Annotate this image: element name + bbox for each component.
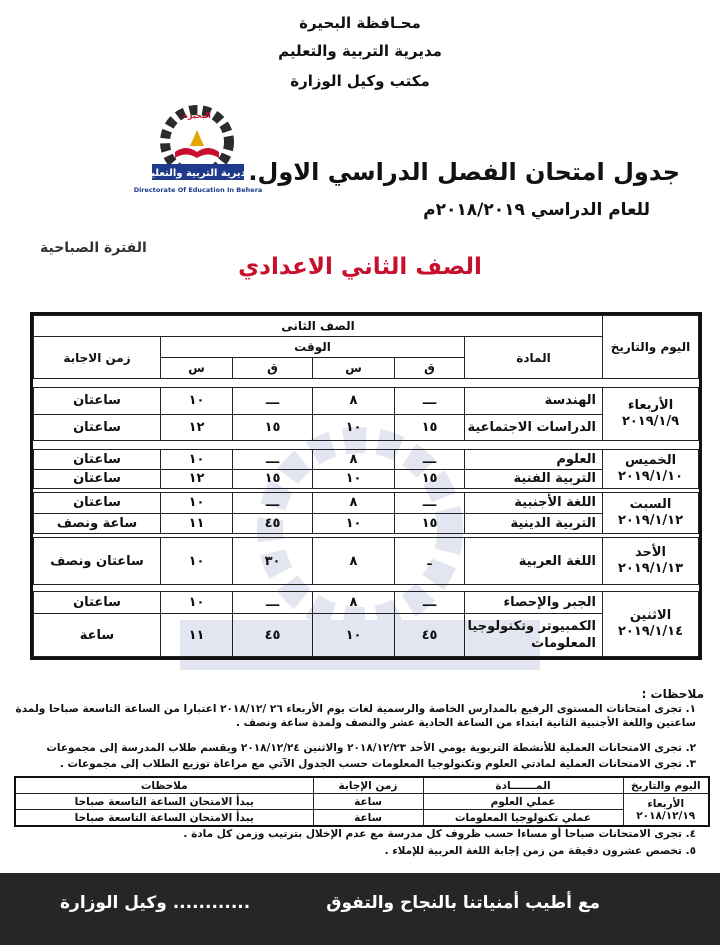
col-duration: زمن الاجابة [34,337,161,379]
col-day-date: اليوم والتاريخ [603,316,699,379]
from-s: ١٠ [313,414,395,441]
from-s: ١٠ [313,513,395,534]
from-s: ٨ [313,388,395,415]
to-q: ـــ [233,388,313,415]
subject-cell: اللغة الأجنبية [465,493,603,514]
from-s: ١٠ [313,614,395,657]
note-3: ٣. تجرى الامتحانات العملية لمادتي العلوم وتكنولوجيا المعلومات حسب الجدول الآتي مع مراعاة توزيع الطلاب إلى مجموعات . [59,758,696,770]
directorate-logo [130,100,265,200]
from-q: ـــ [395,592,465,614]
duration: ساعتان [34,414,161,441]
from-q: ٤٥ [395,614,465,657]
practical-subject: عملي العلوم [423,794,623,810]
from-q: ـــ [395,493,465,514]
practical-duration: ساعة [313,794,423,810]
col-from-s: س [313,358,395,379]
to-s: ١١ [161,513,233,534]
footer-wish: مع أطيب أمنياتنا بالنجاح والتفوق [326,893,600,913]
logo-top-text: البحيرة [183,111,211,120]
practical-col-remarks: ملاحظات [15,777,313,794]
from-q: ١٥ [395,469,465,489]
practical-remark: يبدأ الامتحان الساعة التاسعة صباحا [15,794,313,810]
subject-cell: التربية الدينية [465,513,603,534]
note-4: ٤. تجرى الامتحانات صباحا أو مساءا حسب ظروف كل مدرسة مع عدم الإخلال بترتيب وزمن كل مادة . [183,828,696,840]
to-q: ـــ [233,450,313,470]
subject-cell: الهندسة [465,388,603,415]
practical-col-duration: زمن الإجابة [313,777,423,794]
to-q: ـــ [233,592,313,614]
to-q: ٤٥ [233,513,313,534]
from-s: ١٠ [313,469,395,489]
duration: ساعتان [34,493,161,514]
header-governorate: محـافظة البحيرة [299,14,421,32]
to-s: ١٠ [161,493,233,514]
to-s: ١٢ [161,469,233,489]
from-q: ـــ [395,450,465,470]
col-to-s: س [161,358,233,379]
to-q: ٣٠ [233,538,313,585]
note-2: ٢. تجرى الامتحانات العملية للأنشطة التربوية يومي الأحد ٢٠١٨/١٢/٢٣ والاثنين ٢٠١٨/١٢/٢٤ ويقسم طلاب المدرسة إلى مجموعات [46,742,696,754]
duration: ساعتان [34,592,161,614]
subject-cell: التربية الفنية [465,469,603,489]
header-directorate: مديرية التربية والتعليم [278,42,442,60]
footer-signature: ............ وكيل الوزارة [60,893,251,913]
logo-english: Directorate Of Education In Behera [133,186,263,194]
subject-cell: العلوم [465,450,603,470]
from-s: ٨ [313,538,395,585]
exam-schedule-table [30,312,702,660]
duration: ساعة ونصف [34,513,161,534]
day-cell: الخميس ٢٠١٩/١/١٠ [603,450,699,489]
from-q: ـ [395,538,465,585]
subject-cell: الكمبيوتر وتكنولوجيا المعلومات [465,614,603,657]
practical-day-cell: الأربعاء ٢٠١٨/١٢/١٩ [623,794,709,827]
to-s: ١٠ [161,592,233,614]
to-s: ١٠ [161,450,233,470]
duration: ساعتان [34,388,161,415]
practical-subject: عملي تكنولوجيا المعلومات [423,810,623,827]
subject-cell: الدراسات الاجتماعية [465,414,603,441]
page-title: جدول امتحان الفصل الدراسي الاول. [248,158,680,186]
shift-label: الفترة الصباحية [40,240,147,256]
col-time: الوقت [161,337,465,358]
header-office: مكتب وكيل الوزارة [290,72,430,90]
day-cell: الأحد ٢٠١٩/١/١٣ [603,538,699,585]
from-q: ١٥ [395,414,465,441]
col-subject: المادة [465,337,603,379]
notes-title: ملاحظات : [641,687,704,701]
grade-label: الصف الثاني الاعدادي [238,254,482,280]
to-s: ١١ [161,614,233,657]
to-s: ١٠ [161,388,233,415]
practical-col-day: اليوم والتاريخ [623,777,709,794]
subject-cell: الجبر والإحصاء [465,592,603,614]
to-s: ١٢ [161,414,233,441]
col-grade: الصف الثانى [34,316,603,337]
col-from-q: ق [395,358,465,379]
logo-arabic: مديرية التربية والتعليم [143,168,253,179]
col-to-q: ق [233,358,313,379]
day-cell: الأربعاء ٢٠١٩/١/٩ [603,388,699,441]
duration: ساعتان [34,450,161,470]
from-s: ٨ [313,493,395,514]
from-q: ١٥ [395,513,465,534]
to-s: ١٠ [161,538,233,585]
duration: ساعتان [34,469,161,489]
from-q: ـــ [395,388,465,415]
academic-year: للعام الدراسي ٢٠١٨/٢٠١٩م [423,200,650,220]
footer-bar [0,873,720,945]
subject-cell: اللغة العربية [465,538,603,585]
practical-duration: ساعة [313,810,423,827]
note-1: ١. تجرى امتحانات المستوى الرفيع بالمدارس الخاصة والرسمية لغات يوم الأربعاء ٢٦ /٢٠١٨/١٢ اعتبارا من الساعة التاسعة صباحا ولمدة ساعتين واللغة الأجنبية الثانية ابتداء من الساعة الحادية عشر والنصف ولمدة ساعة ونصف . [15,703,696,729]
to-q: ـــ [233,493,313,514]
day-cell: السبت ٢٠١٩/١/١٢ [603,493,699,534]
from-s: ٨ [313,450,395,470]
to-q: ٤٥ [233,614,313,657]
practical-col-subject: المـــــــادة [423,777,623,794]
note-5: ٥. تخصص عشرون دقيقة من زمن إجابة اللغة العربية للإملاء . [384,845,696,857]
from-s: ٨ [313,592,395,614]
to-q: ١٥ [233,469,313,489]
practical-exam-table [14,776,710,827]
duration: ساعة [34,614,161,657]
to-q: ١٥ [233,414,313,441]
practical-remark: يبدأ الامتحان الساعة التاسعة صباحا [15,810,313,827]
day-cell: الاثنين ٢٠١٩/١/١٤ [603,592,699,657]
duration: ساعتان ونصف [34,538,161,585]
